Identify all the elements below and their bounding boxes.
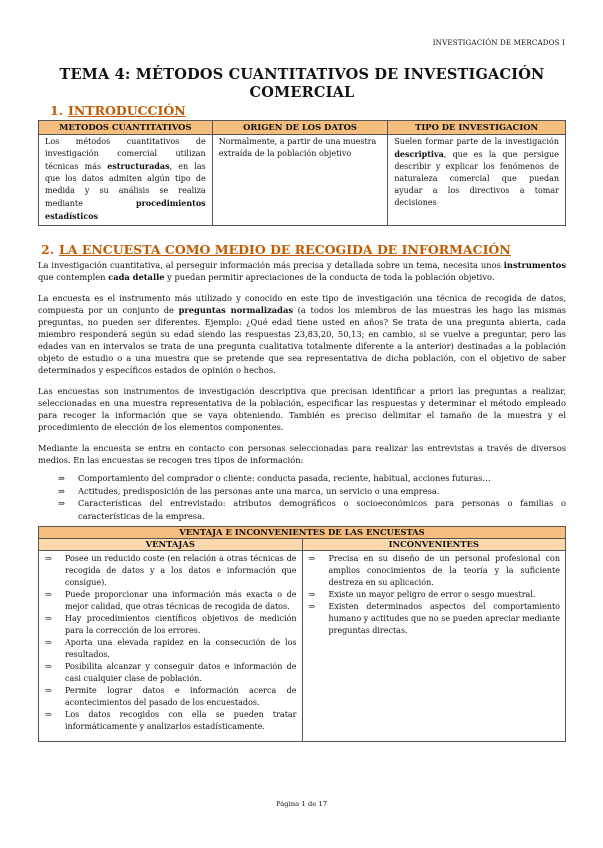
advantages-column-header: VENTAJAS [39,539,303,551]
disadvantages-cell [302,551,566,742]
list-item-text: Puede proporcionar una información más exacta o de mejor calidad, que otras técnicas de recogida de datos. [65,590,297,611]
list-item [44,553,297,589]
para-text: (a todos los miembros de las muestras les hago las mismas preguntas, no pueden ser diferentes. Ejemplo: ¿Qué edad tiene usted en años? Se trata de una pregunta abierta, cada miembro responderá según su edad siendo las respuestas 23,83,20, 50,13; en cambio, si se vuelve a preguntar, pero las edades van en intervalos se trata de una pregunta cualitativa totalmente diferente a la anterior) destinadas a la población objeto de estudio o a una muestra que se pretende que sea representativa de dicha población, con el objetivo de saber determinados y específicos estados de opinión o hechos. [38,305,567,375]
para-bold-text: instrumentos [503,260,566,270]
advantages-list [44,553,297,733]
list-item [44,589,297,613]
para-bold-text: cada detalle [108,272,165,282]
page-title: TEMA 4: MÉTODOS CUANTITATIVOS DE INVESTIGACIÓN COMERCIAL [59,66,545,101]
arrow-right-icon: ⇒ [45,686,52,695]
cell-text: Normalmente, a partir de una muestra extraída de la población objetivo [218,137,377,158]
arrow-right-icon: ⇒ [45,662,52,671]
arrow-right-icon: ⇒ [308,602,316,611]
section-1-number: 1. [50,103,64,118]
list-item [38,472,566,485]
section-2-title: LA ENCUESTA COMO MEDIO DE RECOGIDA DE INFORMACIÓN [59,242,511,257]
arrow-right-icon: ⇒ [45,590,52,599]
arrow-right-icon: ⇒ [58,498,65,508]
para-text: La investigación cuantitativa, al perseguir información más precisa y detallada sobre un tema, necesita unos [38,260,504,270]
list-item [308,553,561,589]
list-item [44,613,297,637]
list-item-text: Hay procedimientos científicos objetivos de medición para la corrección de los errores. [65,614,297,635]
page-body [38,66,566,742]
list-item-text: Comportamiento del comprador o cliente: conducta pasada, reciente, habitual, acciones futuras… [78,473,491,483]
cell-bold-text: descriptiva [394,149,444,159]
para-text: La encuesta es el instrumento más utilizado y conocido en este tipo de investigación una técnica de recogida de datos, compuesta por un conjunto de [38,293,566,315]
intro-table-cell-methods [39,135,213,226]
list-item [308,601,561,637]
arrow-right-icon: ⇒ [45,710,52,719]
list-item-text: Actitudes, predisposición de las personas ante una marca, un servicio o una empresa. [78,485,440,496]
section-1-heading [50,103,566,119]
page-number-footer: Página 1 de 17 [275,800,328,808]
arrow-right-icon: ⇒ [45,614,52,623]
cell-bold-text: procedimientos estadísticos [45,198,206,221]
running-header: INVESTIGACIÓN DE MERCADOS I [432,38,565,47]
list-item-text: Existe un mayor peligro de error o sesgo muestral. [328,590,536,599]
arrow-right-icon: ⇒ [58,485,65,496]
para-text: que contemplen [38,272,109,282]
list-item-text: Características del entrevistado: atributos demográficos o socioeconómicos para personas o familias o características de la empresa. [78,498,566,521]
cell-bold-text: estructuradas [107,161,170,171]
intro-table [38,120,566,226]
section-2-heading [41,242,566,258]
intro-table-header: ORIGEN DE LOS DATOS [212,121,388,135]
section-2-number: 2. [41,242,55,257]
list-item [44,709,297,733]
list-item [308,589,561,601]
intro-table-cell-type [388,135,566,226]
advantages-table [38,526,566,742]
list-item-text: Los datos recogidos con ella se pueden tratar informáticamente y analizarlos estadísticamente. [65,710,297,731]
info-types-list [38,472,566,522]
arrow-right-icon: ⇒ [308,590,316,599]
list-item [44,685,297,709]
arrow-right-icon: ⇒ [45,638,52,647]
paragraph-1 [38,259,566,283]
arrow-right-icon: ⇒ [58,473,65,483]
cell-text: Suelen formar parte de la investigación [394,137,559,146]
list-item [38,497,566,522]
arrow-right-icon: ⇒ [308,554,316,563]
list-item-text: Aporta una elevada rapidez en la consecución de los resultados. [65,638,297,659]
list-item-text: Posibilita alcanzar y conseguir datos e información de casi cualquier clase de población. [65,662,297,683]
paragraph-3: Las encuestas son instrumentos de investigación descriptiva que precisan identificar a priori las preguntas a realizar, seleccionadas en una muestra representativa de la población, especificar las respuestas y determinar el método empleado para recoger la información que se vaya obteniendo. También es preciso delimitar el tamaño de la muestra y el procedimiento de elección de los elementos componentes. [38,386,566,432]
para-bold-text: preguntas normalizadas [178,305,294,315]
cell-text: , en las que los datos admiten algún tipo de medida y su análisis se realiza mediante [45,162,206,208]
disadvantages-list [308,553,561,637]
advantages-table-title: VENTAJA E INCONVENIENTES DE LAS ENCUESTAS [39,527,566,539]
intro-table-header: TIPO DE INVESTIGACION [388,121,566,135]
para-text: y puedan permitir apreciaciones de la conducta de toda la población objetivo. [164,272,495,282]
list-item [38,485,566,498]
intro-table-cell-origin [212,135,388,226]
section-1-title: INTRODUCCIÓN [68,103,186,118]
list-item-text: Existen determinados aspectos del comportamiento humano y actitudes que no se pueden apreciar mediante preguntas directas. [328,602,560,635]
cell-text: , que es la que persigue describir y explicar los fenómenos de naturaleza comercial que puedan ayudar a los directivos a tomar decisiones [394,150,559,207]
list-item-text: Precisa en su diseño de un personal profesional con amplios conocimientos de la teoría y la suficiente destreza en su aplicación. [328,554,560,587]
list-item-text: Permite lograr datos e información acerca de acontecimientos del pasado de los encuestados. [65,686,297,707]
paragraph-2 [38,292,566,376]
intro-table-header: METODOS CUANTITATIVOS [39,121,213,135]
list-item [44,661,297,685]
advantages-cell [39,551,303,742]
cell-text: Los métodos cuantitativos de investigación comercial utilizan técnicas más [45,137,206,171]
arrow-right-icon: ⇒ [45,554,52,563]
list-item-text: Posee un reducido coste (en relación a otras técnicas de recogida de datos y a los datos e información que consigue). [65,554,297,587]
disadvantages-column-header: INCONVENIENTES [302,539,566,551]
list-item [44,637,297,661]
paragraph-4: Mediante la encuesta se entra en contacto con personas seleccionadas para realizar las entrevistas a través de diversos medios. En las encuestas se recogen tres tipos de información: [38,443,566,465]
